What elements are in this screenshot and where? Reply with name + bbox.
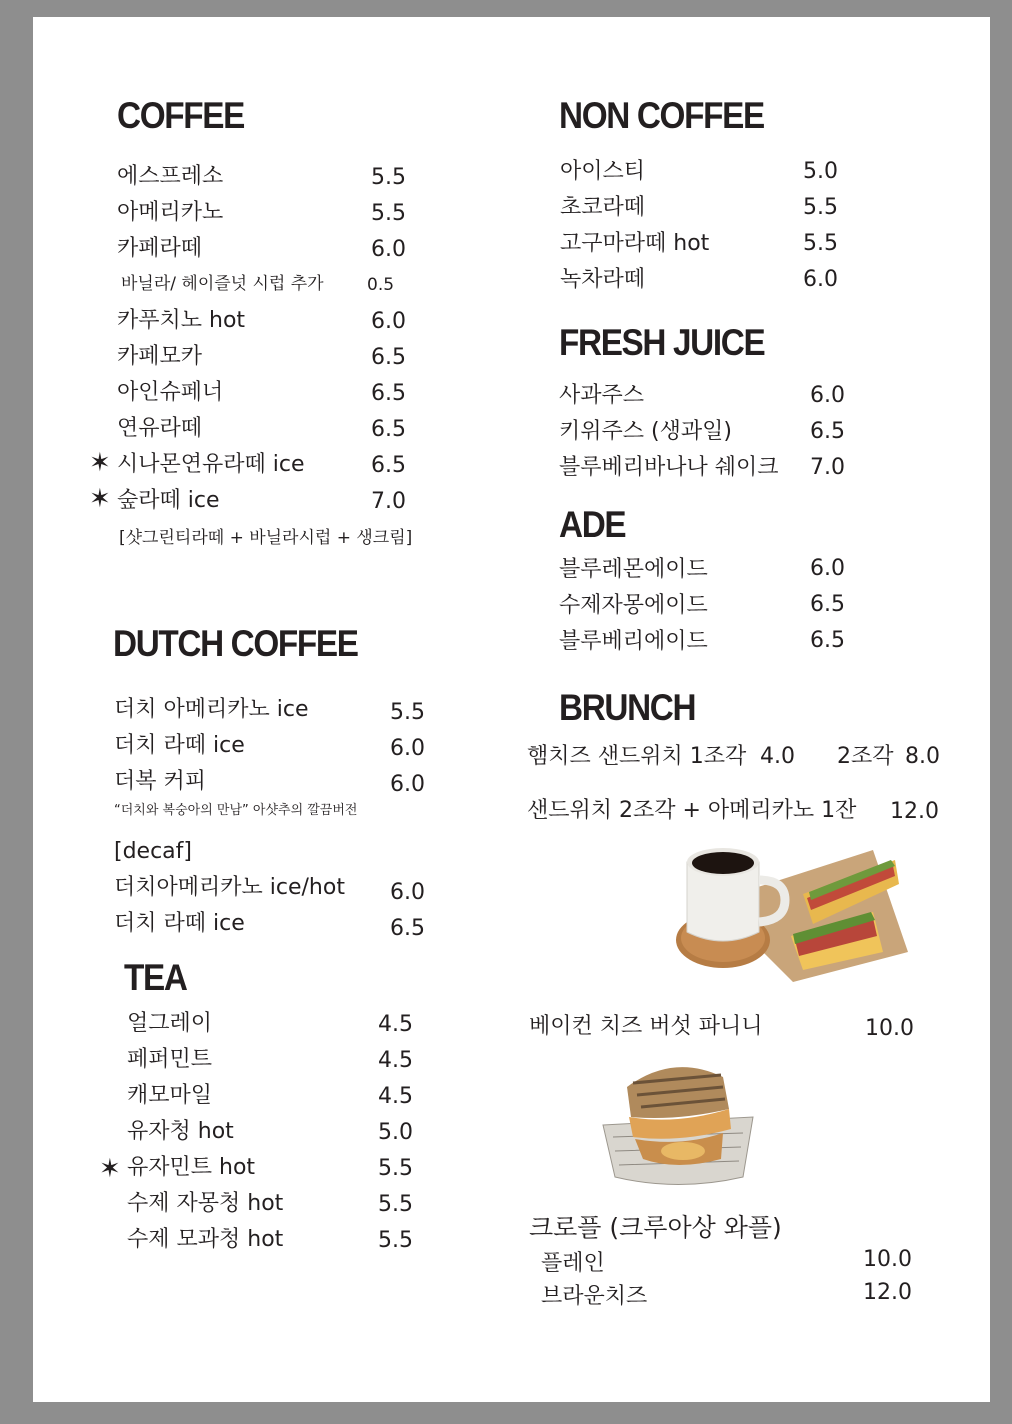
juice-item-name: 블루베리바나나 쉐이크 xyxy=(559,455,779,480)
tea-item-name: 유자청 hot xyxy=(127,1119,234,1144)
fresh-juice-title: FRESH JUICE xyxy=(559,322,765,363)
tea-item-name: 페퍼민트 xyxy=(127,1047,213,1072)
tea-item-name: 유자민트 hot xyxy=(127,1155,256,1180)
coffee-item-price: 6.0 xyxy=(371,237,406,262)
tea-item-price: 5.5 xyxy=(378,1228,413,1253)
sandwich-single-price: 4.0 xyxy=(760,744,795,769)
dutch-item-price: 6.0 xyxy=(390,736,425,761)
non-coffee-item-name: 초코라떼 xyxy=(560,195,646,220)
tea-item-price: 5.0 xyxy=(378,1120,413,1145)
dutch-item-name: 더치 아메리카노 ice xyxy=(114,697,309,722)
brunch-title: BRUNCH xyxy=(559,687,696,728)
non-coffee-title: NON COFFEE xyxy=(559,95,764,136)
coffee-item-name: 아인슈페너 xyxy=(117,380,224,405)
coffee-addon-name: 바닐라/ 헤이즐넛 시럽 추가 xyxy=(121,274,324,294)
coffee-note: [샷그린티라떼 + 바닐라시럽 + 생크림] xyxy=(119,528,413,548)
juice-item-name: 사과주스 xyxy=(559,383,645,408)
ade-item-price: 6.0 xyxy=(810,556,845,581)
coffee-item-name: 카페모카 xyxy=(117,344,203,369)
non-coffee-item-name: 녹차라떼 xyxy=(560,267,646,292)
coffee-title: COFFEE xyxy=(117,95,244,136)
croffle-title: 크로플 (크루아상 와플) xyxy=(529,1213,782,1242)
decaf-item-name: 더치 라떼 ice xyxy=(114,911,245,936)
tea-item-name: 수제 자몽청 hot xyxy=(127,1191,284,1216)
coffee-item-name: 연유라떼 xyxy=(117,416,203,441)
coffee-item-name: 숲라떼 ice xyxy=(117,488,220,513)
star-icon: ✶ xyxy=(99,1154,121,1184)
non-coffee-item-name: 아이스티 xyxy=(560,159,646,184)
set-price: 12.0 xyxy=(890,799,939,824)
tea-item-name: 얼그레이 xyxy=(127,1011,213,1036)
coffee-item-name: 카푸치노 hot xyxy=(117,308,246,333)
ade-item-name: 수제자몽에이드 xyxy=(559,593,708,618)
coffee-item-price: 6.0 xyxy=(371,309,406,334)
dutch-coffee-title: DUTCH COFFEE xyxy=(113,623,358,664)
panini-photo xyxy=(593,1047,763,1192)
tea-item-price: 4.5 xyxy=(378,1084,413,1109)
panini-name: 베이컨 치즈 버섯 파니니 xyxy=(529,1014,763,1039)
decaf-item-price: 6.0 xyxy=(390,880,425,905)
non-coffee-item-price: 5.5 xyxy=(803,195,838,220)
croffle-item-name: 플레인 xyxy=(541,1251,605,1276)
tea-item-price: 4.5 xyxy=(378,1048,413,1073)
dutch-note: “더치와 복숭아의 만남” 아샷추의 깔끔버전 xyxy=(114,803,358,818)
dutch-item-name: 더복 커피 xyxy=(114,769,207,794)
sandwich-double-price: 8.0 xyxy=(905,744,940,769)
star-icon: ✶ xyxy=(89,484,111,514)
tea-item-price: 4.5 xyxy=(378,1012,413,1037)
non-coffee-item-price: 5.5 xyxy=(803,231,838,256)
set-name: 샌드위치 2조각 + 아메리카노 1잔 xyxy=(527,798,857,823)
star-icon: ✶ xyxy=(89,448,111,478)
sandwich-single-name: 햄치즈 샌드위치 1조각 xyxy=(527,744,747,769)
ade-item-price: 6.5 xyxy=(810,628,845,653)
tea-item-name: 캐모마일 xyxy=(127,1083,213,1108)
juice-item-price: 6.0 xyxy=(810,383,845,408)
croffle-item-price: 10.0 xyxy=(863,1247,912,1272)
coffee-item-name: 아메리카노 xyxy=(117,200,224,225)
coffee-item-name: 에스프레소 xyxy=(117,164,224,189)
coffee-item-name: 카페라떼 xyxy=(117,236,203,261)
juice-item-price: 7.0 xyxy=(810,455,845,480)
decaf-label: [decaf] xyxy=(114,839,192,864)
non-coffee-item-price: 5.0 xyxy=(803,159,838,184)
coffee-sandwich-photo xyxy=(673,832,913,982)
sandwich-double-name: 2조각 xyxy=(837,744,894,769)
coffee-item-price: 6.5 xyxy=(371,453,406,478)
dutch-item-price: 6.0 xyxy=(390,772,425,797)
juice-item-name: 키위주스 (생과일) xyxy=(559,419,732,444)
coffee-item-price: 6.5 xyxy=(371,381,406,406)
decaf-item-price: 6.5 xyxy=(390,916,425,941)
non-coffee-item-name: 고구마라떼 hot xyxy=(560,231,710,256)
ade-item-name: 블루베리에이드 xyxy=(559,629,708,654)
tea-title: TEA xyxy=(124,957,187,998)
juice-item-price: 6.5 xyxy=(810,419,845,444)
coffee-addon-price: 0.5 xyxy=(367,275,395,295)
croffle-item-price: 12.0 xyxy=(863,1280,912,1305)
coffee-item-price: 6.5 xyxy=(371,345,406,370)
tea-item-price: 5.5 xyxy=(378,1192,413,1217)
ade-item-name: 블루레몬에이드 xyxy=(559,557,708,582)
ade-title: ADE xyxy=(559,504,626,545)
coffee-item-price: 5.5 xyxy=(371,201,406,226)
tea-item-price: 5.5 xyxy=(378,1156,413,1181)
croffle-item-name: 브라운치즈 xyxy=(541,1284,648,1309)
menu-page xyxy=(33,17,990,1402)
coffee-item-price: 7.0 xyxy=(371,489,406,514)
panini-price: 10.0 xyxy=(865,1016,914,1041)
coffee-item-price: 6.5 xyxy=(371,417,406,442)
tea-item-name: 수제 모과청 hot xyxy=(127,1227,284,1252)
coffee-item-name: 시나몬연유라떼 ice xyxy=(117,452,305,477)
dutch-item-name: 더치 라떼 ice xyxy=(114,733,245,758)
non-coffee-item-price: 6.0 xyxy=(803,267,838,292)
dutch-item-price: 5.5 xyxy=(390,700,425,725)
ade-item-price: 6.5 xyxy=(810,592,845,617)
decaf-item-name: 더치아메리카노 ice/hot xyxy=(114,875,345,900)
coffee-item-price: 5.5 xyxy=(371,165,406,190)
